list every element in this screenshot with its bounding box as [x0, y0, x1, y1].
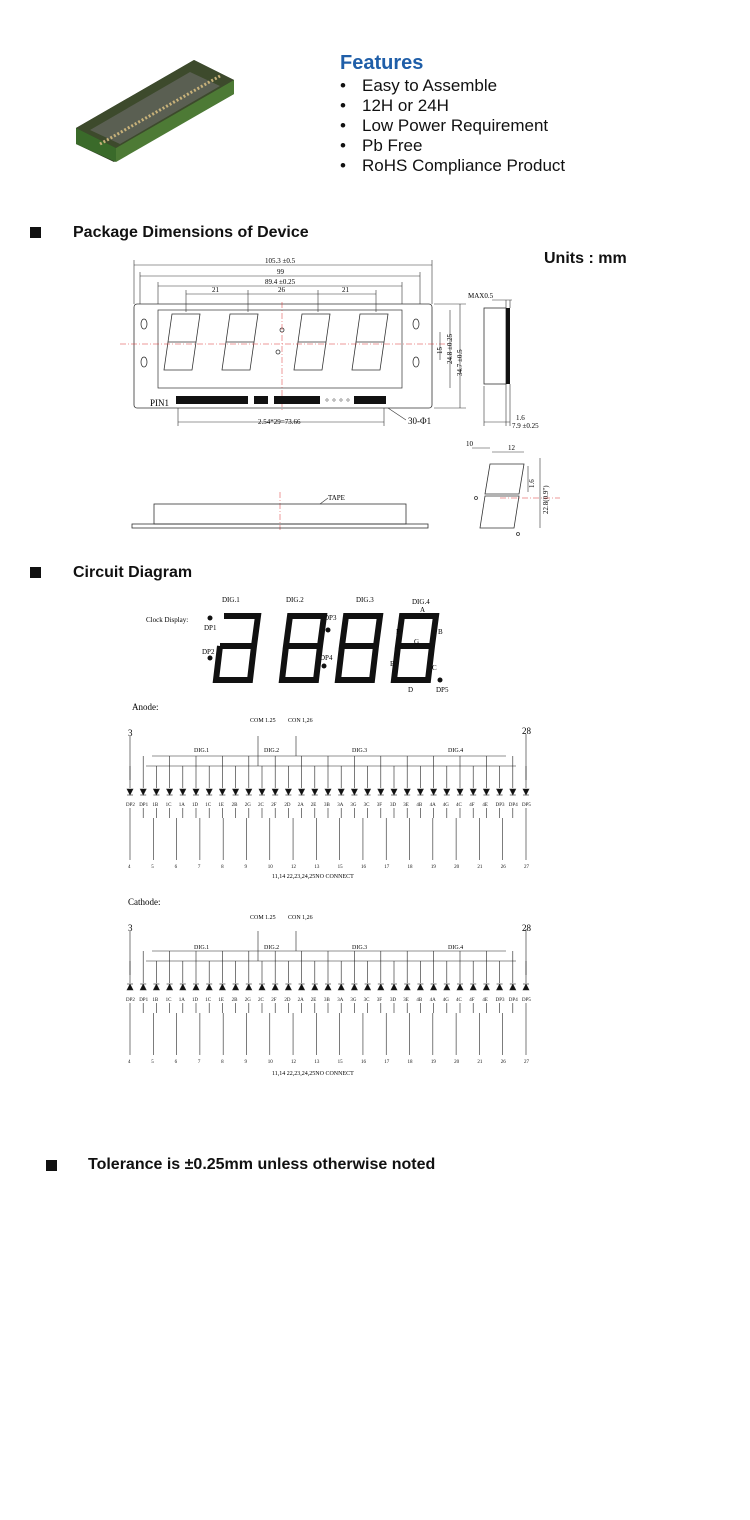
pin-number: 7	[197, 865, 201, 870]
diode-icon	[497, 984, 503, 990]
pin-number: 5	[151, 865, 154, 870]
dim-overall: 105.3 ±0.5	[265, 257, 296, 265]
segment-label: 4C	[456, 803, 462, 808]
diode-icon	[233, 984, 239, 990]
diode-icon	[246, 984, 252, 990]
diode-icon	[285, 789, 291, 795]
diode-icon	[365, 984, 371, 990]
segment-label: 2B	[231, 803, 238, 808]
diode-icon	[470, 984, 476, 990]
diode-icon	[378, 984, 384, 990]
tape-label: TAPE	[328, 494, 345, 502]
cathode-com1: COM 1.25	[250, 915, 276, 921]
units-label: Units : mm	[544, 250, 627, 267]
segment-label: 2A	[297, 998, 304, 1003]
diode-icon	[259, 789, 265, 795]
segment-label: 2C	[258, 803, 264, 808]
diode-icon	[246, 789, 252, 795]
diode-icon	[444, 789, 450, 795]
pin-number: 8	[221, 865, 224, 870]
cathode-title: Cathode:	[128, 897, 161, 907]
seg-e-label: E	[390, 660, 395, 668]
feature-item: • 12H or 24H	[340, 96, 565, 116]
diode-icon	[404, 984, 410, 990]
pin1-label: PIN1	[150, 398, 170, 408]
feature-item: • Low Power Requirement	[340, 116, 565, 136]
dim-248: 24.8 ±0.25	[446, 333, 454, 364]
diode-icon	[510, 789, 516, 795]
segment-label: 3G	[350, 803, 357, 808]
diode-icon	[365, 789, 371, 795]
pin-number: 19	[430, 1060, 436, 1065]
seg-b-label: B	[438, 628, 443, 636]
anode-note: 11,14 22,23,24,25NO CONNECT	[272, 874, 354, 880]
segment-label: DP5	[522, 803, 531, 808]
pin-number: 17	[384, 1060, 390, 1065]
dim-holes: 30-Φ1	[408, 416, 432, 426]
dp2-label: DP2	[202, 648, 215, 656]
segment-label: 4G	[442, 998, 449, 1003]
segment-label: 4F	[469, 803, 475, 808]
segment-label: 1A	[178, 803, 185, 808]
segment-label: 2G	[244, 998, 251, 1003]
diode-icon	[431, 984, 437, 990]
segment-label: DP3	[495, 803, 505, 808]
diode-icon	[272, 789, 278, 795]
diode-icon	[457, 789, 463, 795]
diode-icon	[391, 984, 397, 990]
segment-label: 3C	[363, 998, 370, 1003]
segment-label: 2D	[284, 803, 291, 808]
diode-icon	[299, 789, 305, 795]
diode-icon	[417, 789, 423, 795]
pin-number: 12	[291, 865, 297, 870]
diode-icon	[338, 789, 344, 795]
seg-a-label: A	[420, 606, 426, 614]
pin-number: 6	[174, 865, 178, 870]
dig1-label: DIG.1	[222, 596, 240, 604]
anode-right-pin: 28	[522, 726, 531, 736]
bullet-square-icon	[30, 567, 41, 578]
diode-icon	[127, 789, 133, 795]
pin-number: 13	[314, 865, 320, 870]
segment-label: 2F	[271, 803, 277, 808]
diode-icon	[325, 789, 331, 795]
diode-icon	[391, 789, 397, 795]
cathode-circuit-diagram	[116, 895, 546, 1080]
pin-number: 4	[128, 1060, 131, 1065]
dim-21b: 21	[342, 286, 349, 294]
segment-label: 4A	[429, 998, 436, 1003]
cathode-dig1: DIG.1	[194, 945, 210, 951]
pin-number: 26	[500, 865, 506, 870]
segment-label: 2D	[284, 998, 291, 1003]
diode-icon	[431, 789, 437, 795]
segment-label: 4G	[442, 803, 449, 808]
segment-label: 1B	[152, 998, 159, 1003]
segment-label: 2F	[271, 998, 277, 1003]
bullet-square-icon	[30, 227, 41, 238]
diode-icon	[351, 984, 357, 990]
pin-number: 16	[360, 1060, 366, 1065]
diode-icon	[219, 789, 225, 795]
anode-title: Anode:	[132, 702, 159, 712]
pin-number: 15	[337, 1060, 343, 1065]
diode-icon	[219, 984, 225, 990]
anode-com2: CON 1,26	[288, 718, 313, 724]
diode-icon	[167, 984, 173, 990]
segment-label: 3F	[376, 998, 383, 1003]
segment-label: 1C	[205, 803, 212, 808]
segment-label: DP4	[508, 998, 518, 1003]
segment-label: 1E	[218, 998, 224, 1003]
pin-number: 12	[291, 1060, 297, 1065]
diode-icon	[206, 789, 212, 795]
segment-label: 3D	[390, 803, 397, 808]
segment-label: 2A	[297, 803, 304, 808]
dim-12: 12	[508, 444, 515, 452]
diode-icon	[457, 984, 463, 990]
segment-label: DP1	[139, 998, 149, 1003]
cathode-note: 11,14 22,23,24,25NO CONNECT	[272, 1071, 354, 1077]
dim-89: 89.4 ±0.25	[265, 278, 296, 286]
pin-number: 6	[174, 1060, 178, 1065]
pin-number: 21	[477, 1060, 483, 1065]
diode-icon	[285, 984, 291, 990]
pin-number: 27	[524, 865, 529, 870]
diode-icon	[378, 789, 384, 795]
dim-347: 34.7 ±0.5	[456, 349, 464, 376]
pin-number: 13	[314, 1060, 320, 1065]
dim-21a: 21	[212, 286, 219, 294]
segment-label: 3D	[390, 998, 397, 1003]
dim-max05: MAX0.5	[468, 292, 494, 300]
segment-label: 1E	[218, 803, 224, 808]
segment-label: DP4	[508, 803, 518, 808]
circuit-heading: Circuit Diagram	[73, 564, 193, 581]
anode-dig3: DIG.3	[352, 748, 368, 754]
segment-label: 3F	[376, 803, 383, 808]
features-title: Features	[340, 52, 424, 74]
pin-number: 4	[128, 865, 131, 870]
diode-icon	[510, 984, 516, 990]
dim-79: 7.9 ±0.25	[512, 422, 539, 430]
cathode-dig2: DIG.2	[264, 945, 280, 951]
dp1-label: DP1	[204, 624, 217, 632]
dim-pins: 2.54*29=73.66	[258, 418, 301, 426]
diode-icon	[470, 789, 476, 795]
segment-label: 1D	[192, 803, 199, 808]
seg-d-label: D	[408, 686, 414, 694]
segment-label: 3E	[403, 998, 409, 1003]
cathode-left-pin: 3	[128, 923, 133, 933]
diode-icon	[127, 984, 133, 990]
dim-228: 22.8(0.9")	[542, 485, 550, 514]
diode-icon	[404, 789, 410, 795]
diode-icon	[444, 984, 450, 990]
pin-number: 9	[244, 865, 247, 870]
segment-label: 4E	[482, 803, 488, 808]
diode-icon	[312, 789, 318, 795]
pin-number: 21	[477, 865, 483, 870]
dim-16: 1.6	[516, 414, 525, 422]
pin-number: 20	[454, 1060, 460, 1065]
segment-label: 4B	[416, 998, 423, 1003]
dig3-label: DIG.3	[356, 596, 374, 604]
clock-label: Clock Display:	[146, 616, 189, 624]
diode-icon	[193, 984, 199, 990]
feature-item: • Easy to Assemble	[340, 76, 565, 96]
tolerance-note: Tolerance is ±0.25mm unless otherwise noted	[88, 1156, 436, 1173]
anode-left-pin: 3	[128, 728, 133, 738]
dp5-label: DP5	[436, 686, 449, 694]
segment-label: DP5	[522, 998, 531, 1003]
segment-label: 3A	[337, 998, 344, 1003]
diode-icon	[272, 984, 278, 990]
segment-label: 3E	[403, 803, 409, 808]
segment-label: 3G	[350, 998, 357, 1003]
diode-icon	[338, 984, 344, 990]
feature-item: • RoHS Compliance Product	[340, 156, 565, 176]
segment-label: 1A	[178, 998, 185, 1003]
clock-display-diagram	[140, 590, 460, 700]
pin-number: 18	[407, 865, 413, 870]
diode-icon	[325, 984, 331, 990]
diode-icon	[153, 984, 159, 990]
package-heading: Package Dimensions of Device	[73, 224, 309, 241]
diode-icon	[299, 984, 305, 990]
dim-26: 26	[278, 286, 285, 294]
diode-icon	[417, 984, 423, 990]
segment-label: 4A	[429, 803, 436, 808]
segment-label: 4E	[482, 998, 488, 1003]
pin-number: 7	[197, 1060, 201, 1065]
pin-number: 20	[454, 865, 460, 870]
segment-label: 2E	[310, 998, 317, 1003]
pin-number: 10	[267, 865, 273, 870]
pin-number: 27	[524, 1060, 529, 1065]
pin-number: 8	[221, 1060, 224, 1065]
features-list	[340, 76, 565, 176]
diode-icon	[312, 984, 318, 990]
anode-com1: COM 1.25	[250, 718, 276, 724]
pin-number: 17	[384, 865, 390, 870]
diode-icon	[259, 984, 265, 990]
package-drawing	[120, 252, 560, 542]
diode-icon	[497, 789, 503, 795]
segment-label: 3B	[324, 803, 330, 808]
segment-label: DP1	[139, 803, 149, 808]
segment-label: 1C	[165, 998, 172, 1003]
diode-icon	[153, 789, 159, 795]
anode-dig4: DIG.4	[448, 748, 464, 754]
pin-number: 9	[244, 1060, 247, 1065]
pin-number: 5	[151, 1060, 154, 1065]
anode-dig2: DIG.2	[264, 748, 280, 754]
cathode-dig3: DIG.3	[352, 945, 368, 951]
segment-label: 4C	[456, 998, 462, 1003]
diode-icon	[180, 789, 186, 795]
pin-number: 19	[430, 865, 436, 870]
diode-icon	[167, 789, 173, 795]
bullet-square-icon	[46, 1160, 57, 1171]
segment-label: 3C	[363, 803, 370, 808]
anode-dig1: DIG.1	[194, 748, 210, 754]
dp3-label: DP3	[324, 614, 337, 622]
segment-label: DP2	[126, 803, 135, 808]
diode-icon	[180, 984, 186, 990]
diode-icon	[523, 789, 529, 795]
segment-label: 1B	[152, 803, 159, 808]
seg-f-label: F	[396, 628, 400, 636]
diode-icon	[483, 984, 489, 990]
segment-label: 2E	[310, 803, 317, 808]
diode-icon	[140, 789, 146, 795]
dig4-label: DIG.4	[412, 598, 430, 606]
segment-label: 4B	[416, 803, 423, 808]
diode-icon	[206, 984, 212, 990]
product-photo	[70, 58, 240, 166]
dim-10: 10	[466, 440, 473, 448]
pin-number: 10	[267, 1060, 273, 1065]
segment-label: 2G	[244, 803, 251, 808]
pin-number: 26	[500, 1060, 506, 1065]
feature-item: • Pb Free	[340, 136, 565, 156]
diode-icon	[483, 789, 489, 795]
diode-icon	[140, 984, 146, 990]
segment-label: DP2	[126, 998, 135, 1003]
segment-label: 2C	[258, 998, 264, 1003]
seg-c-label: C	[432, 664, 437, 672]
cathode-dig4: DIG.4	[448, 945, 464, 951]
dim-15: 15	[436, 347, 444, 354]
segment-label: 2B	[231, 998, 238, 1003]
segment-label: 3A	[337, 803, 344, 808]
seg-g-label: G	[414, 638, 420, 646]
segment-label: 1C	[165, 803, 172, 808]
segment-label: 3B	[324, 998, 330, 1003]
segment-label: DP3	[495, 998, 505, 1003]
cathode-right-pin: 28	[522, 923, 531, 933]
diode-icon	[351, 789, 357, 795]
segment-label: 4F	[469, 998, 475, 1003]
diode-icon	[193, 789, 199, 795]
dim-99: 99	[277, 268, 284, 276]
anode-circuit-diagram	[116, 700, 546, 885]
pin-number: 15	[337, 865, 343, 870]
segment-label: 1D	[192, 998, 199, 1003]
dig2-label: DIG.2	[286, 596, 304, 604]
dp4-label: DP4	[320, 654, 333, 662]
cathode-com2: CON 1,26	[288, 915, 313, 921]
dim-16b: 1.6	[528, 479, 536, 488]
pin-number: 18	[407, 1060, 413, 1065]
segment-label: 1C	[205, 998, 212, 1003]
diode-icon	[523, 984, 529, 990]
diode-icon	[233, 789, 239, 795]
pin-number: 16	[360, 865, 366, 870]
